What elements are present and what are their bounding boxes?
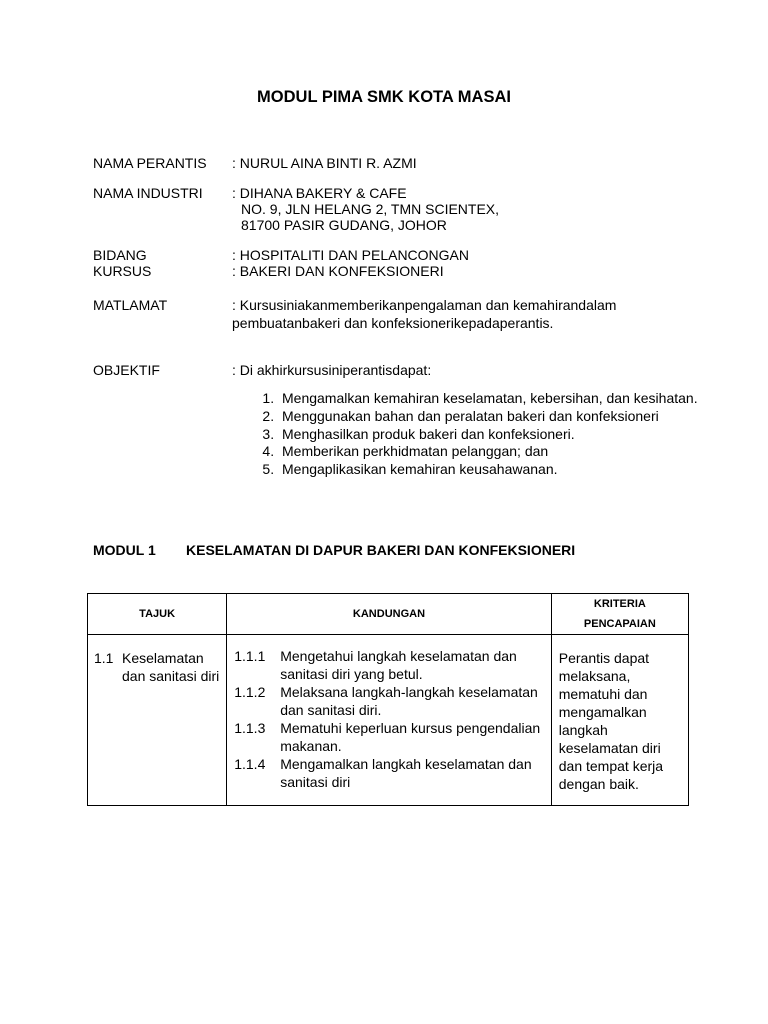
objective-item: 1. Mengamalkan kemahiran keselamatan, kebersihan, dan kesihatan. <box>278 390 718 408</box>
objektif-label: OBJEKTIF <box>93 362 160 378</box>
topic-text: Keselamatan dan sanitasi diri <box>122 650 220 684</box>
content-entry <box>234 683 547 719</box>
content-entry <box>234 755 547 791</box>
nama-perantis-label: NAMA PERANTIS <box>93 155 207 171</box>
header-kriteria <box>551 594 688 635</box>
objektif-value: : Di akhirkursusiniperantisdapat: <box>232 362 432 378</box>
bidang-value: : HOSPITALITI DAN PELANCONGAN <box>232 247 470 263</box>
nama-industri-line2: NO. 9, JLN HELANG 2, TMN SCIENTEX, <box>241 201 500 217</box>
kursus-label: KURSUS <box>93 263 152 279</box>
header-tajuk: TAJUK <box>88 594 227 635</box>
module-table <box>87 593 689 806</box>
nama-industri-label: NAMA INDUSTRI <box>93 185 203 201</box>
content-entry <box>234 647 547 683</box>
entry-text: Melaksana langkah-langkah keselamatan dan sanitasi diri. <box>280 684 538 718</box>
nama-industri-line1: : DIHANA BAKERY & CAFE <box>232 185 407 201</box>
objective-item: 5. Mengaplikasikan kemahiran keusahawanan. <box>278 461 718 479</box>
nama-perantis-value: : NURUL AINA BINTI R. AZMI <box>232 155 417 171</box>
topic-number: 1.1 <box>94 650 114 666</box>
header-kriteria-line1: KRITERIA <box>593 598 646 610</box>
module-title: KESELAMATAN DI DAPUR BAKERI DAN KONFEKSIONERI <box>186 542 576 558</box>
module-number: MODUL 1 <box>93 542 156 558</box>
entry-text: Mengamalkan langkah keselamatan dan sanitasi diri <box>280 756 532 790</box>
entry-code: 1.1.4 <box>234 756 266 772</box>
criteria-text: Perantis dapat melaksana, mematuhi dan mengamalkan langkah keselamatan diri dan tempat kerja dengan baik. <box>558 650 664 792</box>
entry-text: Mengetahui langkah keselamatan dan sanitasi diri yang betul. <box>280 648 517 682</box>
content-cell <box>227 635 552 806</box>
matlamat-label: MATLAMAT <box>93 297 168 313</box>
header-kandungan: KANDUNGAN <box>227 594 552 635</box>
entry-code: 1.1.2 <box>234 684 266 700</box>
kursus-value: : BAKERI DAN KONFEKSIONERI <box>232 263 444 279</box>
table-row <box>88 635 689 806</box>
topic-cell <box>88 635 227 806</box>
bidang-label: BIDANG <box>93 247 147 263</box>
criteria-cell <box>551 635 688 806</box>
document-title: MODUL PIMA SMK KOTA MASAI <box>257 88 511 106</box>
objectives-list <box>250 390 718 479</box>
objective-item: 3. Menghasilkan produk bakeri dan konfeksioneri. <box>278 426 718 444</box>
table-header-row <box>88 594 689 635</box>
nama-industri-line3: 81700 PASIR GUDANG, JOHOR <box>241 217 447 233</box>
entry-code: 1.1.3 <box>234 720 266 736</box>
objective-item: 4. Memberikan perkhidmatan pelanggan; dan <box>278 443 718 461</box>
entry-text: Mematuhi keperluan kursus pengendalian makanan. <box>280 720 541 754</box>
matlamat-line2: pembuatanbakeri dan konfeksionerikepadaperantis. <box>232 315 554 331</box>
entry-code: 1.1.1 <box>234 648 266 664</box>
content-entry <box>234 719 547 755</box>
matlamat-line1: : Kursusiniakanmemberikanpengalaman dan kemahirandalam <box>232 297 617 313</box>
header-kriteria-line2: PENCAPAIAN <box>583 618 656 630</box>
objective-item: 2. Menggunakan bahan dan peralatan bakeri dan konfeksioneri <box>278 408 718 426</box>
